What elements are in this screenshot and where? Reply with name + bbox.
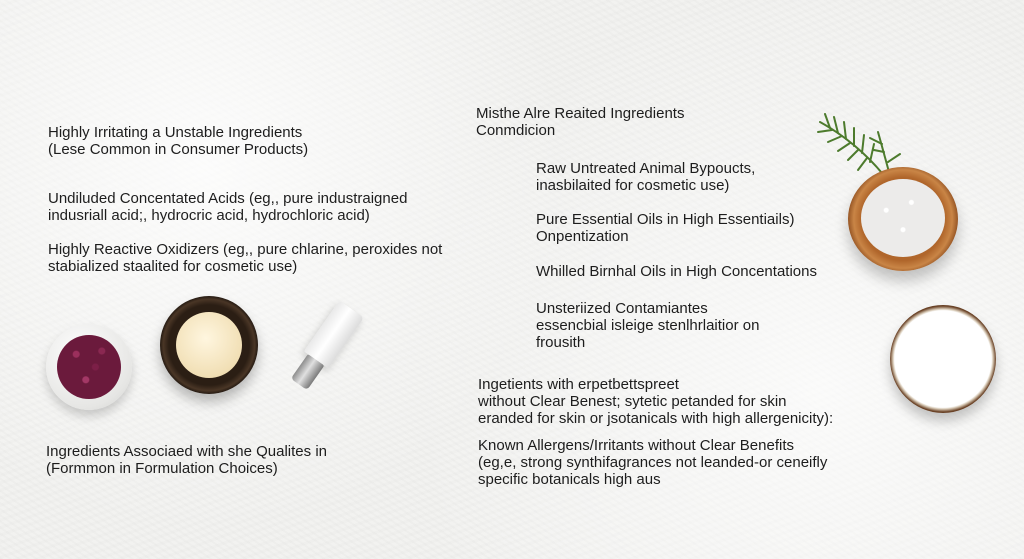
coconut-half-icon: [890, 305, 996, 413]
left-item-acids: Undiluded Concentated Acids (eg,, pure industraigned indusriall acid;, hydrocric acid, hydrochloric acid): [48, 190, 408, 224]
right-item-essential-oils: Pure Essential Oils in High Essentiails) Onpentization: [536, 211, 795, 245]
right-item-herbal-oils: Whilled Birnhal Oils in High Concentations: [536, 263, 817, 280]
right-item-animal-byproducts: Raw Untreated Animal Bypoucts, inasbilaited for cosmetic use): [536, 160, 756, 194]
salt-bowl-icon: [848, 167, 958, 271]
cream-jar-icon: [160, 296, 258, 394]
berry-fill: [57, 335, 121, 399]
left-heading: Highly Irritating a Unstable Ingredients (Lese Common in Consumer Products): [48, 124, 309, 158]
cream-surface: [176, 312, 242, 378]
right-item-contaminants: Unsteriized Contamiantes essencbial isleige stenlhrlaitior on frousith: [536, 300, 760, 351]
left-item-oxidizers: Highly Reactive Oxidizers (eg,, pure chlarine, peroxides not stabialized staalited for cosmetic use): [48, 241, 443, 275]
berry-bowl-icon: [46, 324, 132, 410]
right-item-ingredients-without-benefit: Ingetients with erpetbettspreet without Clear Benest; sytetic petanded for skin eranded for skin or jsotanicals with high allergenicity):: [478, 376, 834, 427]
right-item-known-allergens: Known Allergens/Irritants without Clear Benefits (eg,e, strong synthifagrances not leanded-or ceneifly specific botanicals high aus: [478, 437, 828, 488]
left-bottom-heading: Ingredients Associaed with she Qualites in (Formmon in Formulation Choices): [46, 443, 327, 477]
right-heading: Misthe Alre Reaited Ingredients Conmdicion: [476, 105, 685, 139]
salt-crystals: [861, 179, 945, 257]
